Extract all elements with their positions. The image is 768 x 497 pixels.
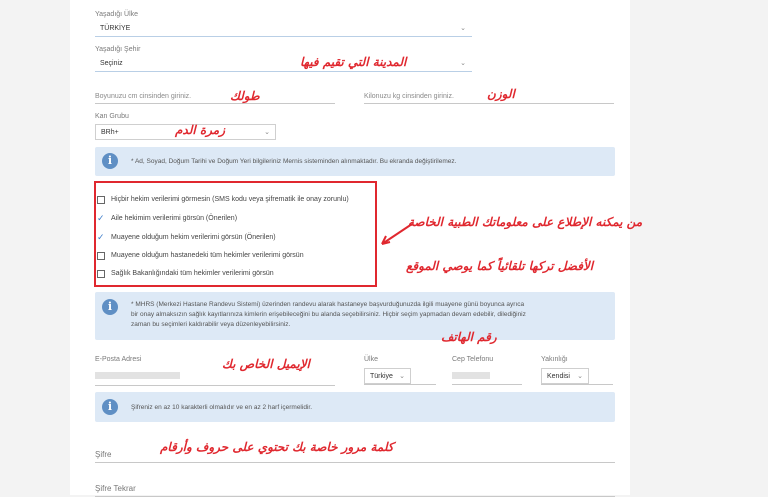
info-icon: i bbox=[102, 299, 118, 315]
email-label: E-Posta Adresi bbox=[95, 356, 142, 363]
info-text: Şifreniz en az 10 karakterli olmalıdır ve en az 2 harf içermelidir. bbox=[131, 404, 312, 411]
city-label: Yaşadığı Şehir bbox=[95, 46, 141, 53]
info-text-line1: * MHRS (Merkezi Hastane Randevu Sistemi) üzerinden randevu alarak hastaneye başvurduğunuzda ilgili muayene günü boyunca ayrıca bbox=[131, 301, 525, 308]
info-text-line2: bir onay almaksızın sağlık kayıtlarınıza kimlerin erişebileceğini bu alanda seçebilirsiniz. Hiçbir seçim yapmadan devam edebilir, dilediğiniz bbox=[131, 311, 526, 318]
email-input[interactable] bbox=[95, 376, 335, 386]
annotation-height: طولك bbox=[230, 89, 260, 103]
city-select[interactable] bbox=[95, 56, 472, 72]
info-icon: i bbox=[102, 153, 118, 169]
annotation-blood: زمرة الدم bbox=[175, 123, 226, 137]
city-value: Seçiniz bbox=[100, 60, 123, 67]
password-label: Şifre bbox=[95, 450, 112, 459]
annotation-phone: رقم الهاتف bbox=[441, 330, 497, 344]
permission-label: Hiçbir hekim verilerimi görmesin (SMS kodu veya şifrematik ile onay zorunlu) bbox=[111, 196, 349, 203]
chevron-down-icon: ⌄ bbox=[399, 373, 405, 380]
password-input[interactable] bbox=[95, 450, 615, 463]
chevron-down-icon: ⌄ bbox=[460, 60, 466, 67]
chevron-down-icon: ⌄ bbox=[264, 129, 270, 136]
info-box-mhrs bbox=[95, 292, 615, 340]
phone-country-value: Türkiye bbox=[370, 373, 393, 380]
info-box-password bbox=[95, 392, 615, 422]
country-value: TÜRKİYE bbox=[100, 25, 131, 32]
info-icon: i bbox=[102, 399, 118, 415]
annotation-permissions: من يمكنه الإطلاع على معلوماتك الطبية الخاصة bbox=[408, 215, 643, 229]
blood-value: BRh+ bbox=[101, 129, 119, 136]
country-label: Yaşadığı Ülke bbox=[95, 11, 139, 18]
info-text: * Ad, Soyad, Doğum Tarihi ve Doğum Yeri bilgileriniz Mernis sisteminden alınmaktadır. Bu ekranda değiştirilemez. bbox=[131, 158, 457, 165]
phone-country-label: Ülke bbox=[364, 356, 379, 363]
phone-country-underline bbox=[364, 378, 436, 385]
permission-label: Muayene olduğum hekim verilerimi görsün (Önerilen) bbox=[111, 234, 276, 241]
annotation-recommended: الأفضل تركها تلقائياً كما يوصي الموقع bbox=[406, 259, 594, 273]
relation-value: Kendisi bbox=[547, 373, 570, 380]
mobile-label: Cep Telefonu bbox=[452, 356, 494, 363]
chevron-down-icon: ⌄ bbox=[460, 25, 466, 32]
relation-label: Yakınlığı bbox=[541, 356, 568, 363]
height-input[interactable]: Boyunuzu cm cinsinden giriniz. bbox=[95, 93, 335, 104]
highlight-box bbox=[94, 181, 377, 287]
info-box-mernis bbox=[95, 147, 615, 176]
chevron-down-icon: ⌄ bbox=[577, 373, 583, 380]
permission-label: Muayene olduğum hastanedeki tüm hekimler verilerimi görsün bbox=[111, 252, 304, 259]
password-repeat-label: Şifre Tekrar bbox=[95, 484, 136, 493]
permission-label: Sağlık Bakanlığındaki tüm hekimler verilerimi görsün bbox=[111, 270, 274, 277]
password-repeat-input[interactable] bbox=[95, 484, 615, 497]
relation-underline bbox=[541, 378, 613, 385]
mobile-input[interactable] bbox=[452, 378, 522, 385]
annotation-city: المدينة التي تقيم فيها bbox=[300, 55, 407, 69]
checkmark-icon[interactable]: ✓ bbox=[97, 213, 105, 223]
checkmark-icon[interactable]: ✓ bbox=[97, 232, 105, 242]
annotation-password: كلمة مرور خاصة بك تحتوي على حروف وأرقام bbox=[160, 440, 394, 454]
country-select[interactable] bbox=[95, 21, 472, 37]
info-text-line3: zaman bu seçimleri kaldırabilir veya düzenleyebilirsiniz. bbox=[131, 321, 291, 328]
annotation-email: الإيميل الخاص بك bbox=[222, 357, 310, 371]
weight-input[interactable]: Kilonuzu kg cinsinden giriniz. bbox=[364, 93, 614, 104]
annotation-weight: الوزن bbox=[487, 87, 515, 101]
permission-label: Aile hekimim verilerimi görsün (Önerilen) bbox=[111, 215, 238, 222]
blood-label: Kan Grubu bbox=[95, 113, 129, 120]
